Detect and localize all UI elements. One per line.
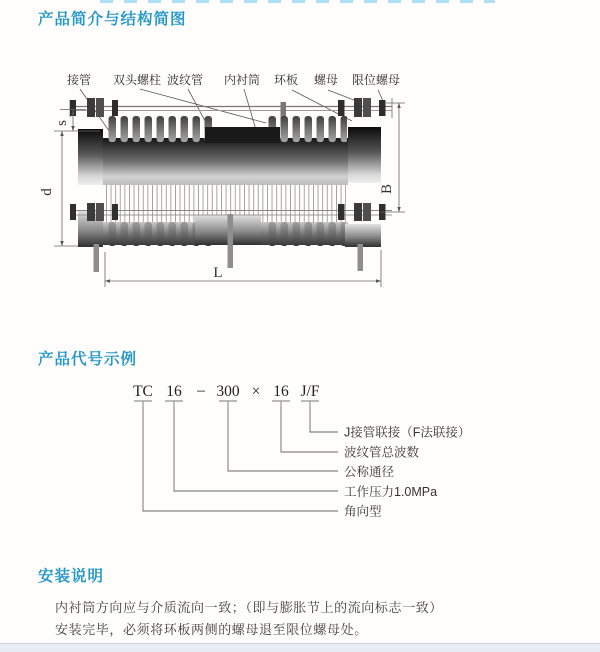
code-explanations (344, 425, 470, 519)
dim-label-d: d (39, 188, 55, 196)
section-title-intro: 产品简介与结构简图 (38, 11, 187, 28)
label-double-stud: 双头螺柱 (112, 73, 162, 87)
body-upper (78, 116, 381, 185)
dim-b (381, 103, 405, 212)
code-segments (133, 382, 320, 400)
nuts-top (70, 98, 386, 117)
structure-diagram (0, 60, 600, 300)
code-example-figure (0, 375, 600, 547)
code-connectors (143, 406, 338, 511)
section-title-install: 安装说明 (38, 568, 105, 585)
page-bottom-strip (0, 643, 600, 652)
code-seg-tc: TC (133, 383, 153, 400)
dim-label-s: s (54, 120, 70, 126)
dim-l (105, 250, 381, 287)
page-edge-artifact (100, 0, 495, 3)
expl-nominal-diameter: 公称通径 (344, 465, 395, 479)
code-ticks (134, 401, 319, 406)
section-title-code: 产品代号示例 (38, 351, 138, 368)
dim-label-b: B (379, 183, 395, 195)
code-seg-pressure: 16 (166, 383, 182, 400)
dim-label-l: L (213, 265, 223, 281)
dim-d (54, 132, 78, 247)
expl-connection: J接管联接（F法联接） (344, 425, 471, 440)
label-connecting-pipe: 接管 (66, 73, 92, 87)
code-seg-times: × (251, 383, 261, 400)
install-line-1: 内衬筒方向应与介质流向一致；（即与膨胀节上的流向标志一致） (55, 600, 443, 615)
code-seg-jf: J/F (300, 383, 320, 400)
label-ring-plate: 环板 (273, 73, 299, 87)
install-line-2: 安装完毕，必须将环板两侧的螺母退至限位螺母处。 (55, 622, 368, 637)
code-seg-waves: 16 (273, 383, 289, 400)
label-limit-nut: 限位螺母 (351, 73, 401, 87)
label-bellows: 波纹管 (166, 73, 204, 87)
part-labels (67, 72, 400, 87)
expl-angular-type: 角向型 (344, 504, 382, 519)
label-nut: 螺母 (313, 73, 339, 87)
expl-wave-count: 波纹管总波数 (344, 445, 420, 460)
code-seg-dn: 300 (216, 383, 240, 400)
expl-working-pressure: 工作压力1.0MPa (344, 485, 438, 499)
label-inner-sleeve: 内衬筒 (223, 73, 261, 87)
code-seg-dash: – (197, 382, 205, 399)
